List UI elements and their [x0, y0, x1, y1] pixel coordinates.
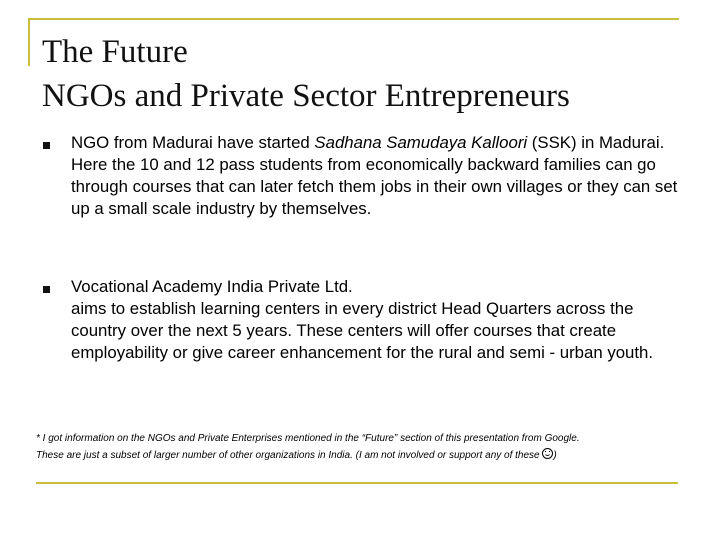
top-accent-rule — [28, 18, 679, 20]
footnote-line-2-close: ) — [553, 450, 557, 461]
title-line-1: The Future — [42, 34, 188, 70]
bullet-item-ssk — [71, 132, 691, 220]
footnote-line-2 — [36, 447, 716, 464]
bullet-1-detail: Here the 10 and 12 pass students from economically backward families can go through courses that can later fetch them jobs in their own villages or they can set up a small scale industry by themselves. — [71, 155, 678, 218]
bullet-1-lead-tail: (SSK) in Madurai. — [527, 133, 665, 152]
footnote-line-2-text: These are just a subset of larger number of other organizations in India. (I am not involved or support any of these — [36, 450, 543, 461]
bullet-1-ngo-name: Sadhana Samudaya Kalloori — [314, 133, 528, 152]
slide-title — [42, 30, 570, 118]
bullet-1-lead — [71, 132, 691, 154]
left-accent-rule — [28, 18, 30, 66]
footnote-line-1: * I got information on the NGOs and Private Enterprises mentioned in the “Future” section of this presentation from Google. — [36, 433, 580, 444]
smiley-face-icon — [542, 448, 553, 459]
bullet-item-vocational-academy — [71, 276, 691, 364]
bullet-square-icon — [43, 142, 50, 149]
bullet-1-lead-text: NGO from Madurai have started — [71, 133, 315, 152]
footnote — [36, 430, 716, 464]
bullet-square-icon — [43, 286, 50, 293]
bottom-accent-rule — [36, 482, 678, 484]
title-line-2: NGOs and Private Sector Entrepreneurs — [42, 78, 570, 114]
bullet-2-lead: Vocational Academy India Private Ltd. — [71, 277, 353, 296]
bullet-2-detail: aims to establish learning centers in every district Head Quarters across the country over the next 5 years. These centers will offer courses that create employability or give career enhancement for the rural and semi - urban youth. — [71, 299, 654, 362]
